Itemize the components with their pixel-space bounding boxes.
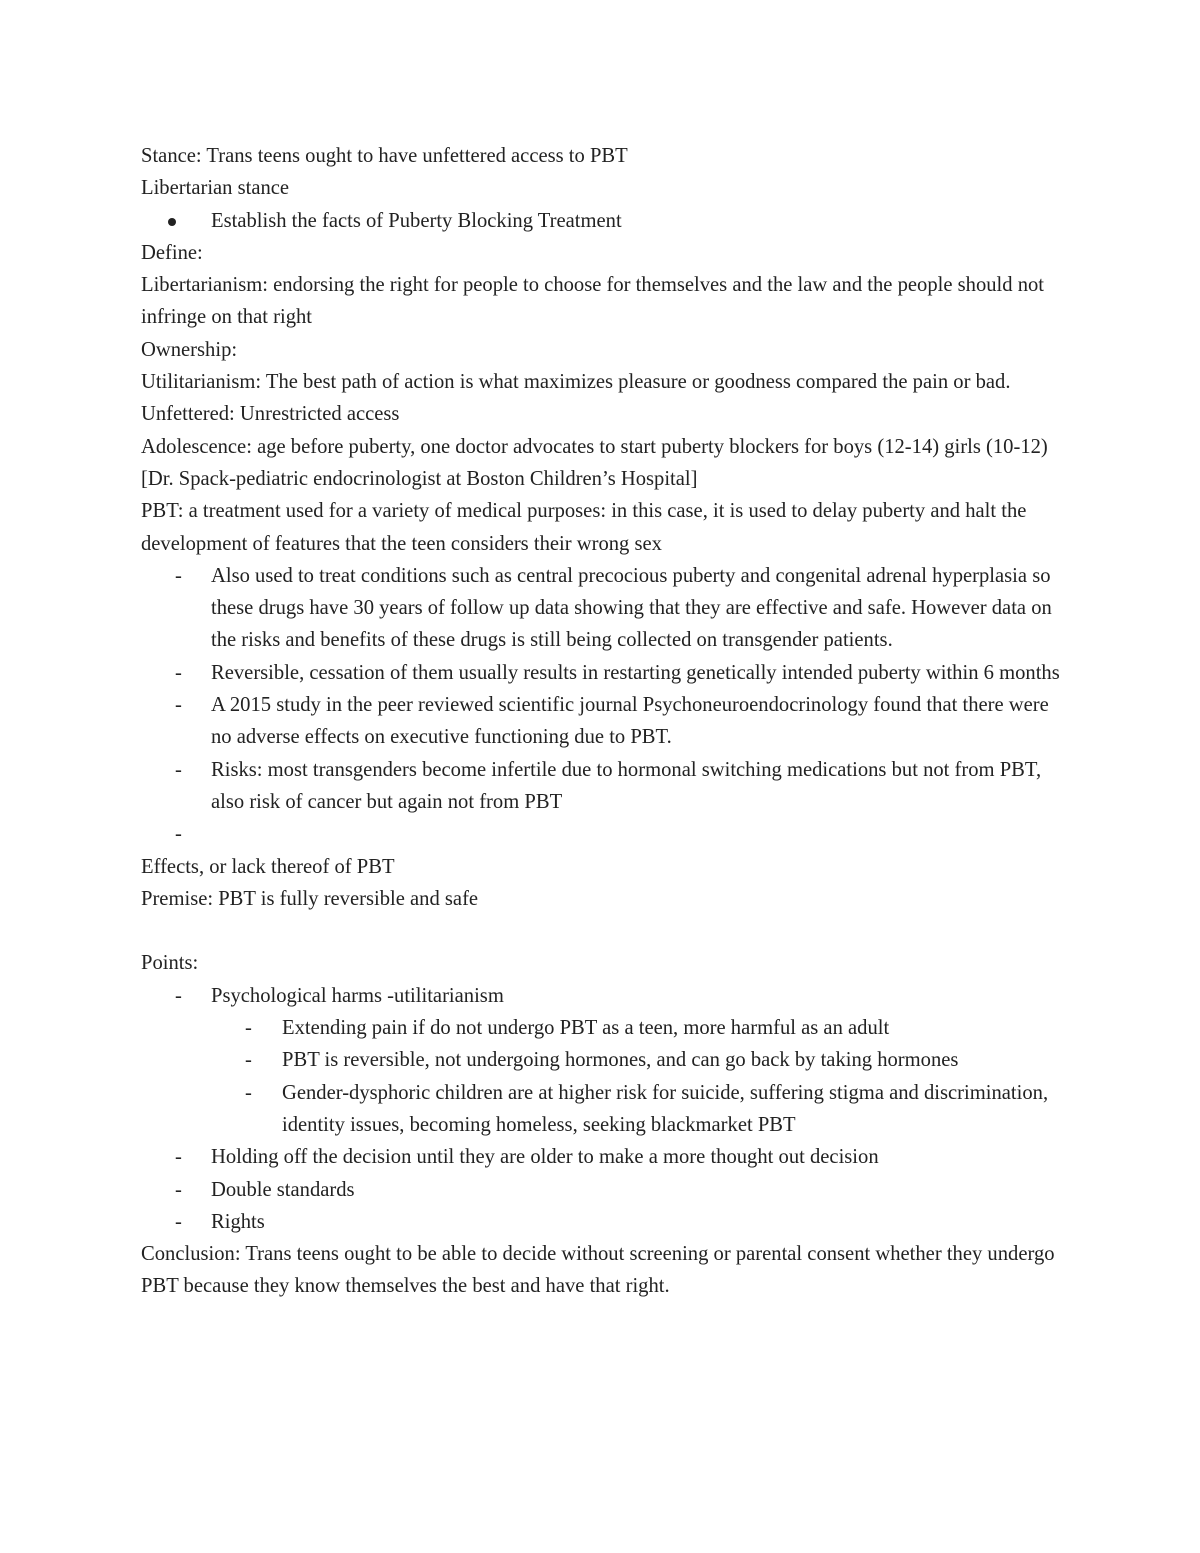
libertarian-stance-line: Libertarian stance	[141, 177, 290, 200]
sub-list-item	[141, 1012, 1066, 1044]
list-item	[141, 689, 1066, 754]
list-item-text: Rights	[211, 1210, 265, 1233]
dash-marker: -	[175, 1146, 182, 1169]
dash-marker: -	[175, 758, 182, 781]
dash-marker: -	[245, 1081, 252, 1104]
effects-line: Effects, or lack thereof of PBT	[141, 855, 395, 878]
conclusion-paragraph: Conclusion: Trans teens ought to be able to decide without screening or parental consent whether they undergo PBT because they know themselves the best and have that right.	[141, 1243, 1055, 1298]
list-item	[141, 1174, 1066, 1206]
list-item-text: Extending pain if do not undergo PBT as a teen, more harmful as an adult	[282, 1017, 890, 1040]
list-item	[141, 1141, 1066, 1173]
libertarianism-definition: Libertarianism: endorsing the right for people to choose for themselves and the law and the people should not infringe on that right	[141, 274, 1045, 329]
stance-line: Stance: Trans teens ought to have unfettered access to PBT	[141, 145, 628, 167]
list-item-text: Risks: most transgenders become infertile due to hormonal switching medications but not from PBT, also risk of cancer but again not from PBT	[211, 758, 1042, 813]
list-item-text: Double standards	[211, 1178, 355, 1201]
adolescence-definition: Adolescence: age before puberty, one doctor advocates to start puberty blockers for boys (12-14) girls (10-12) [Dr. Spack-pediatric endocrinologist at Boston Children’s Hospital]	[141, 435, 1048, 490]
list-item-text: A 2015 study in the peer reviewed scientific journal Psychoneuroendocrinology found that there were no adverse effects on executive functioning due to PBT.	[211, 694, 1049, 749]
define-heading: Define:	[141, 241, 203, 264]
sub-list-item	[141, 1077, 1066, 1142]
list-item	[141, 560, 1066, 657]
dash-marker: -	[175, 1178, 182, 1201]
dash-marker: -	[175, 823, 182, 846]
unfettered-definition: Unfettered: Unrestricted access	[141, 403, 400, 426]
list-item-text: Establish the facts of Puberty Blocking Treatment	[211, 209, 622, 232]
list-item	[141, 980, 1066, 1012]
utilitarianism-definition: Utilitarianism: The best path of action is what maximizes pleasure or goodness compared the pain or bad.	[141, 371, 1011, 394]
list-item-text: Also used to treat conditions such as central precocious puberty and congenital adrenal hyperplasia so these drugs have 30 years of follow up data showing that they are effective and safe. However data on the risks and benefits of these drugs is still being collected on transgender patients.	[211, 564, 1052, 652]
list-item	[141, 205, 1066, 237]
premise-line: Premise: PBT is fully reversible and safe	[141, 887, 479, 910]
dash-marker: -	[175, 1210, 182, 1233]
dash-marker: -	[245, 1049, 252, 1072]
list-item	[141, 754, 1066, 819]
pbt-definition: PBT: a treatment used for a variety of medical purposes: in this case, it is used to delay puberty and halt the development of features that the teen considers their wrong sex	[141, 500, 1027, 555]
dash-marker: -	[175, 694, 182, 717]
blank-line	[141, 915, 1066, 947]
dash-marker: -	[245, 1017, 252, 1040]
dash-marker: -	[175, 564, 182, 587]
bullet-icon	[168, 218, 176, 226]
list-item	[141, 657, 1066, 689]
list-item-empty	[141, 818, 1066, 850]
dash-marker: -	[175, 984, 182, 1007]
list-item-text: Reversible, cessation of them usually results in restarting genetically intended puberty within 6 months	[211, 661, 1060, 684]
list-item	[141, 1206, 1066, 1238]
sub-list-item	[141, 1044, 1066, 1076]
ownership-line: Ownership:	[141, 338, 238, 361]
list-item-text: PBT is reversible, not undergoing hormones, and can go back by taking hormones	[282, 1049, 959, 1072]
list-item-text: Psychological harms -utilitarianism	[211, 984, 504, 1007]
dash-marker: -	[175, 661, 182, 684]
list-item-text: Holding off the decision until they are older to make a more thought out decision	[211, 1146, 879, 1169]
points-heading: Points:	[141, 952, 199, 975]
list-item-text: Gender-dysphoric children are at higher risk for suicide, suffering stigma and discrimination, identity issues, becoming homeless, seeking blackmarket PBT	[282, 1081, 1049, 1136]
document-page	[141, 140, 1066, 1303]
